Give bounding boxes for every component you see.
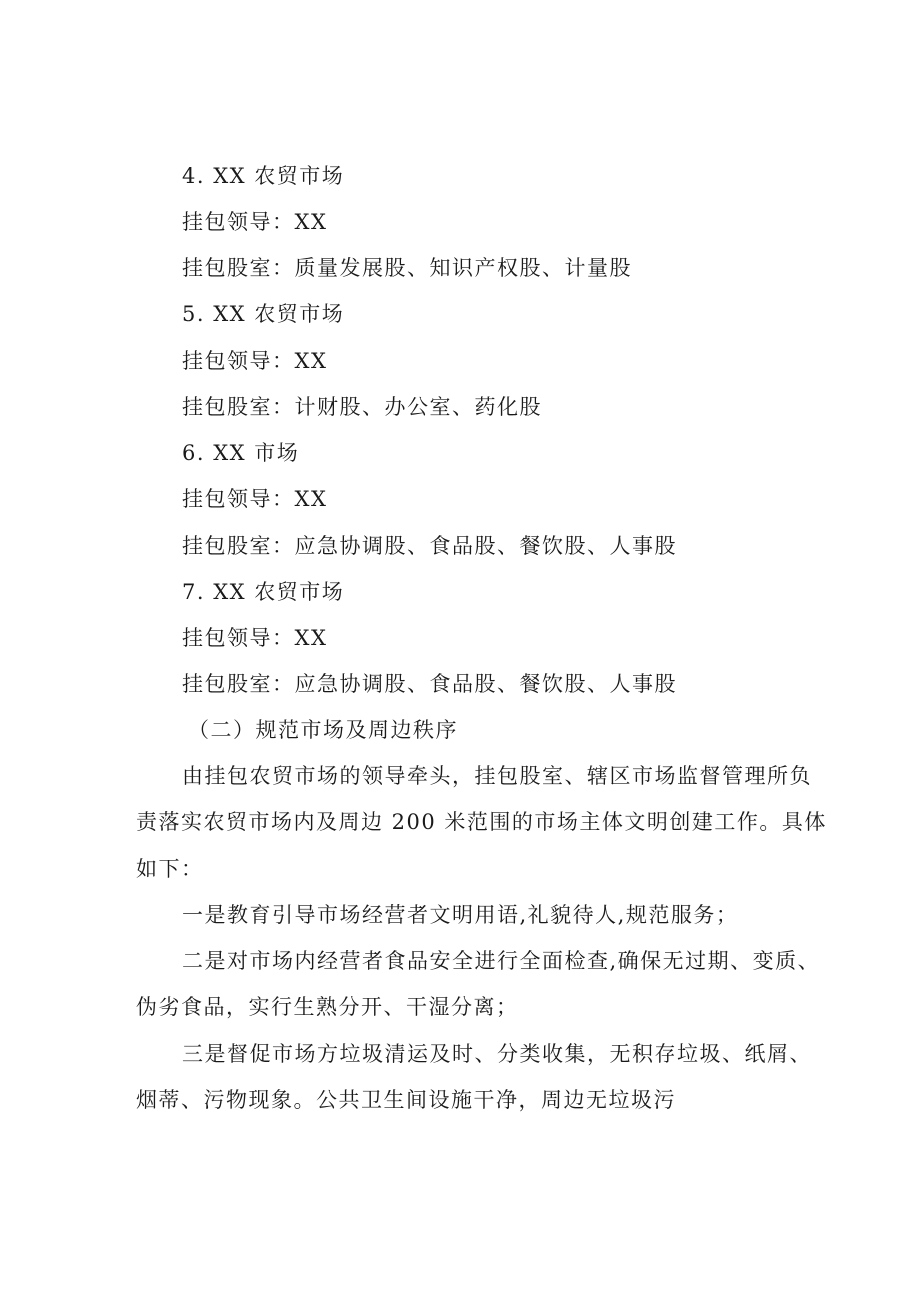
market-title: 6. XX 市场 (182, 441, 300, 465)
market-title: 4. XX 农贸市场 (182, 164, 345, 188)
section-heading: （二）规范市场及周边秩序 (188, 718, 458, 742)
market-leader: 挂包领导：XX (182, 487, 328, 511)
market-offices: 挂包股室：计财股、办公室、药化股 (182, 395, 542, 419)
paragraph-line: 二是对市场内经营者食品安全进行全面检查,确保无过期、变质、 (182, 949, 821, 973)
paragraph-line: 三是督促市场方垃圾清运及时、分类收集，无积存垃圾、纸屑、 (182, 1042, 812, 1066)
paragraph-line: 烟蒂、污物现象。公共卫生间设施干净，周边无垃圾污 (136, 1088, 676, 1112)
market-offices: 挂包股室：质量发展股、知识产权股、计量股 (182, 256, 632, 280)
market-title: 5. XX 农贸市场 (182, 302, 345, 326)
market-leader: 挂包领导：XX (182, 626, 328, 650)
market-title: 7. XX 农贸市场 (182, 580, 345, 604)
market-offices: 挂包股室：应急协调股、食品股、餐饮股、人事股 (182, 672, 677, 696)
market-offices: 挂包股室：应急协调股、食品股、餐饮股、人事股 (182, 534, 677, 558)
paragraph-line: 由挂包农贸市场的领导牵头，挂包股室、辖区市场监督管理所负 (182, 764, 812, 788)
market-leader: 挂包领导：XX (182, 210, 328, 234)
paragraph-line: 一是教育引导市场经营者文明用语,礼貌待人,规范服务； (182, 903, 739, 927)
paragraph-line: 如下： (136, 857, 204, 881)
paragraph-line: 责落实农贸市场内及周边 200 米范围的市场主体文明创建工作。具体 (136, 810, 827, 834)
market-leader: 挂包领导：XX (182, 349, 328, 373)
paragraph-line: 伪劣食品，实行生熟分开、干湿分离； (136, 995, 519, 1019)
